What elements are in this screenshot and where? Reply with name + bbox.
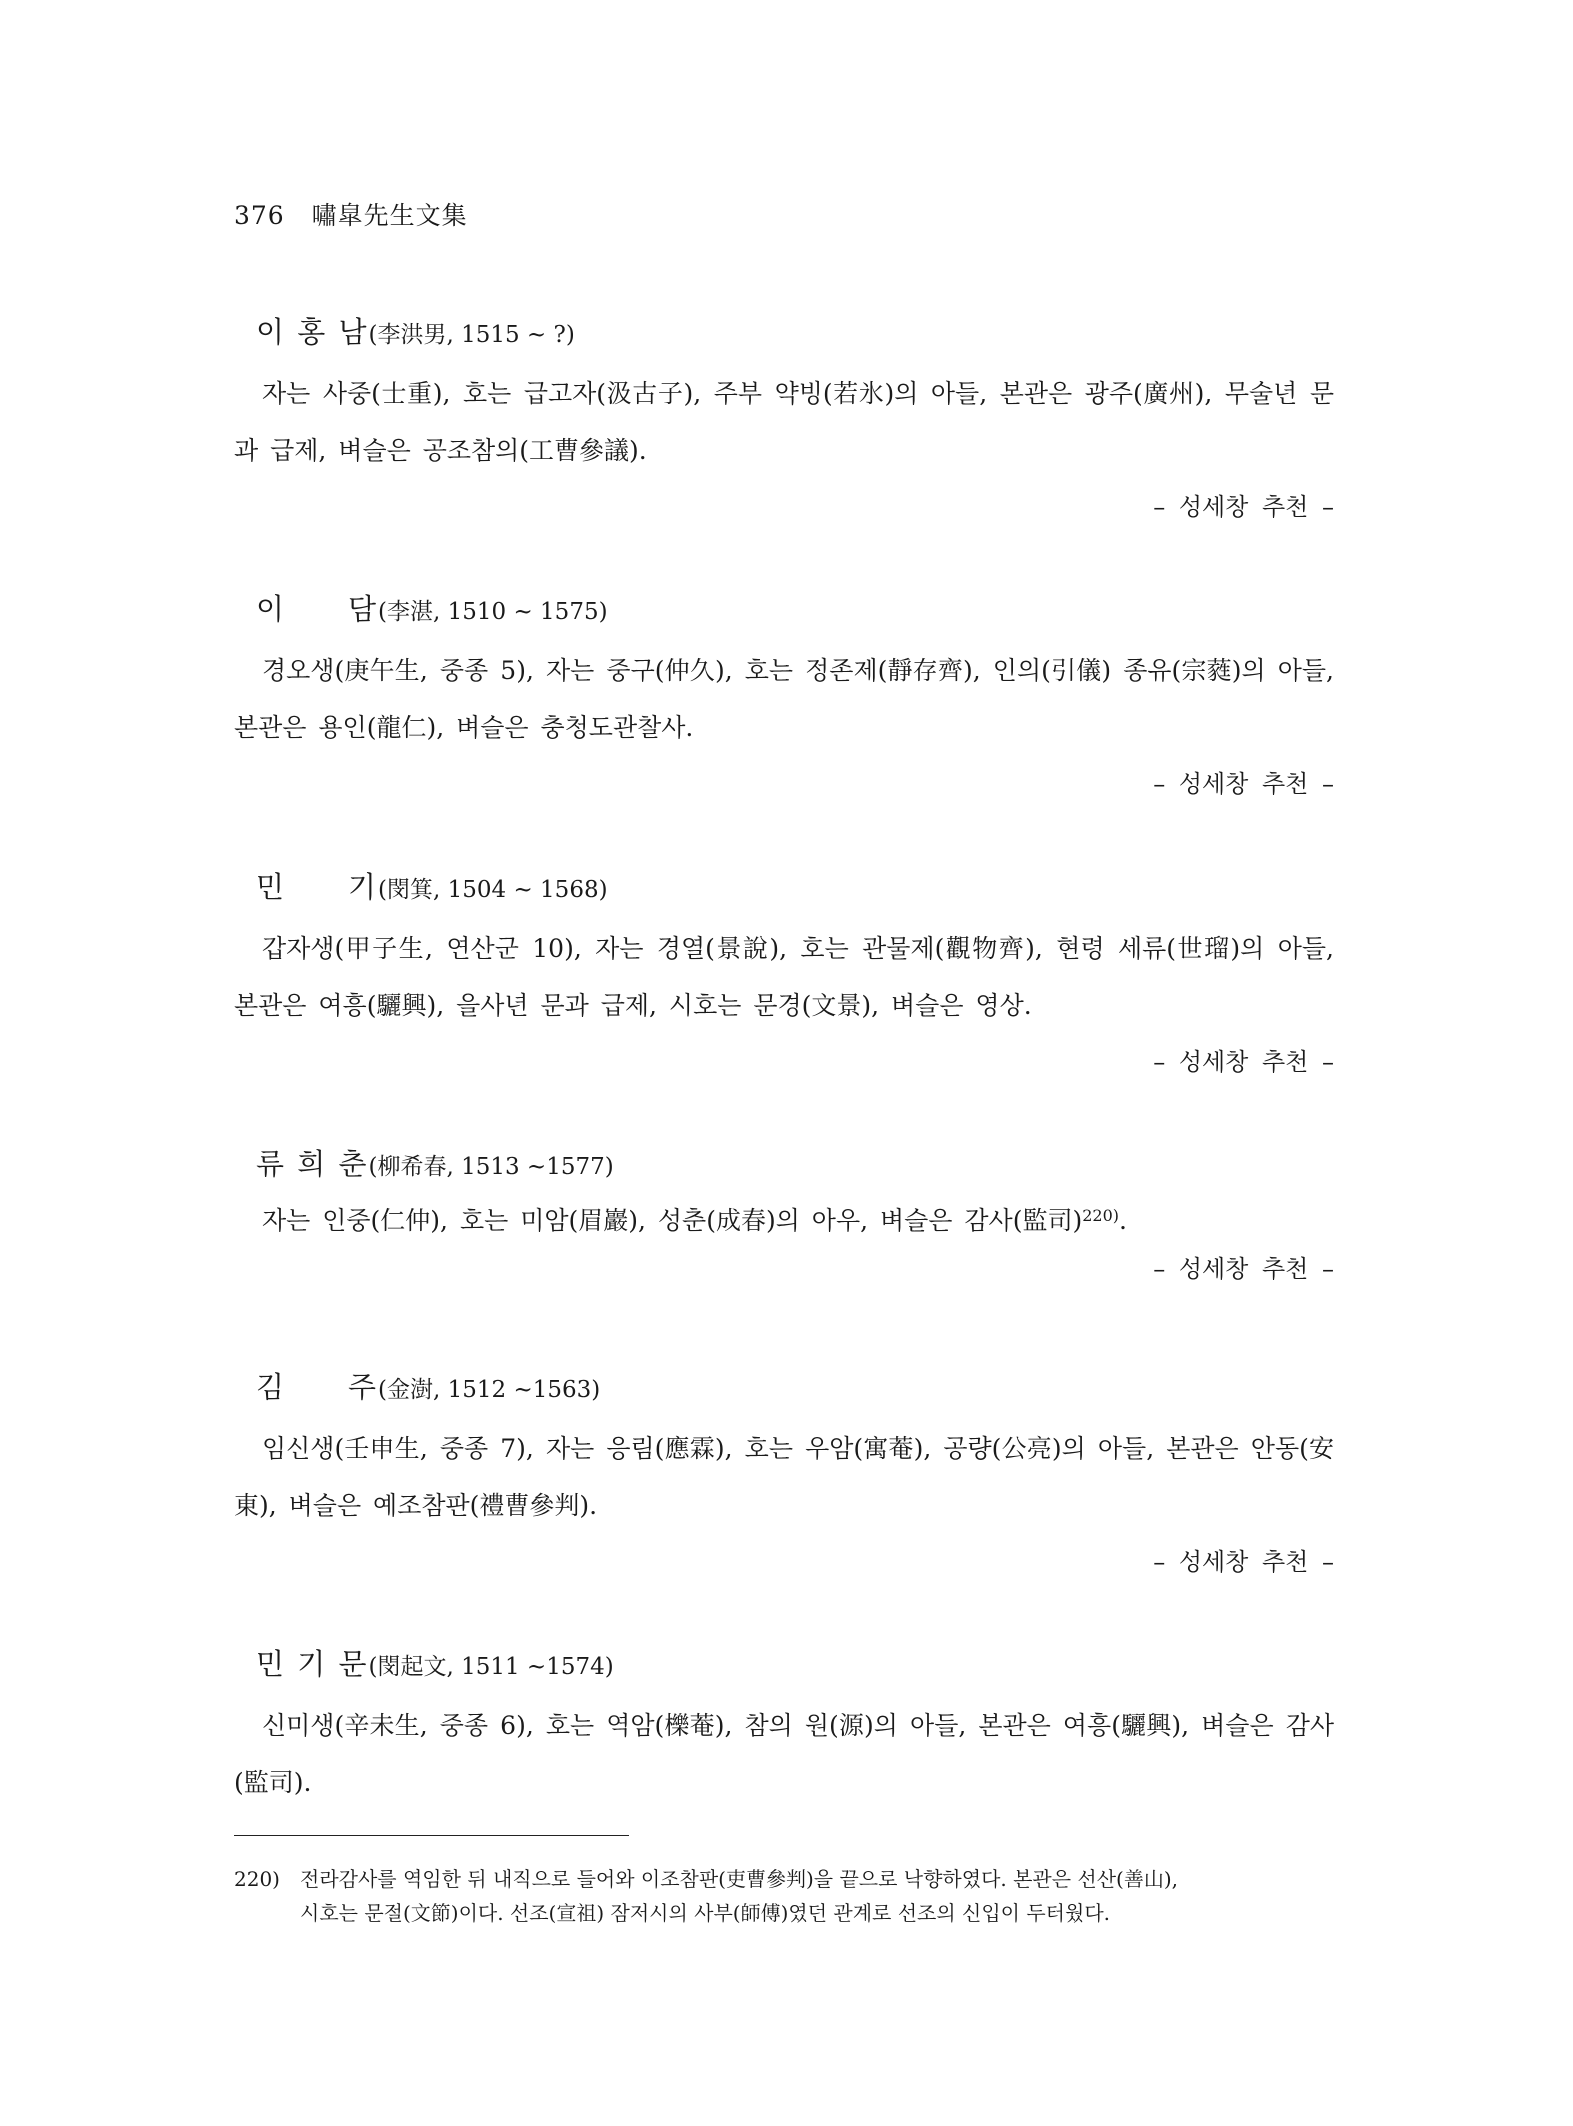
- footnote-text: 전라감사를 역임한 뒤 내직으로 들어와 이조참판(吏曹參判)을 끝으로 낙향하였다. 본관은 선산(善山),: [300, 1867, 1179, 1891]
- entry-body: 신미생(辛未生, 중종 6), 호는 역암(櫟菴), 참의 원(源)의 아들, 본관은 여흥(驪興), 벼슬은 감사(監司).: [234, 1711, 1334, 1797]
- entry-meta: (李洪男, 1515 ~ ?): [368, 322, 575, 348]
- footnote-line: [234, 1862, 1334, 1896]
- running-header: [234, 196, 468, 232]
- biography-entry: [234, 867, 1334, 1082]
- recommendation: – 성세창 추천 –: [1153, 770, 1334, 798]
- biography-entry: [234, 1644, 1334, 1811]
- entry-name: 이 홍 남: [256, 315, 369, 349]
- page-number: 376: [234, 201, 285, 230]
- biography-entry: [234, 312, 1334, 527]
- recommendation: – 성세창 추천 –: [1153, 1548, 1334, 1576]
- entry-body-end: .: [1118, 1206, 1127, 1235]
- entry-name: 김 주: [256, 1370, 379, 1404]
- footnote: [234, 1862, 1334, 1930]
- entry-name: 이 담: [256, 592, 379, 626]
- entry-body: 임신생(壬申生, 중종 7), 자는 응림(應霖), 호는 우암(寓菴), 공량(公亮)의 아들, 본관은 안동(安東), 벼슬은 예조참판(禮曹參判).: [234, 1434, 1334, 1520]
- biography-entry: [234, 1367, 1334, 1582]
- entry-meta: (金澍, 1512 ~1563): [378, 1377, 601, 1403]
- footnote-line: 시호는 문절(文節)이다. 선조(宣祖) 잠저시의 사부(師傅)였던 관계로 선조의 신입이 두터웠다.: [300, 1901, 1110, 1925]
- footnote-divider: [234, 1835, 629, 1836]
- biography-entry: [234, 1144, 1334, 1289]
- entry-meta: (閔箕, 1504 ~ 1568): [378, 877, 608, 903]
- entry-meta: (柳希春, 1513 ~1577): [368, 1154, 614, 1180]
- recommendation: – 성세창 추천 –: [1153, 1255, 1334, 1283]
- entry-meta: (李湛, 1510 ~ 1575): [378, 599, 608, 625]
- recommendation: – 성세창 추천 –: [1153, 1048, 1334, 1076]
- biography-entry: [234, 589, 1334, 804]
- entry-body: 갑자생(甲子生, 연산군 10), 자는 경열(景說), 호는 관물제(觀物齊), 현령 세류(世瑠)의 아들, 본관은 여흥(驪興), 을사년 문과 급제, 시호는 문경(文景), 벼슬은 영상.: [234, 934, 1334, 1020]
- footnote-mark: 220): [234, 1867, 280, 1891]
- entry-heading: [256, 1644, 1334, 1687]
- recommendation: – 성세창 추천 –: [1153, 493, 1334, 521]
- entry-meta: (閔起文, 1511 ~1574): [368, 1654, 614, 1680]
- entry-heading: [256, 312, 1334, 355]
- entry-name: 류 희 춘: [256, 1147, 369, 1181]
- entry-body-text: 자는 인중(仁仲), 호는 미암(眉巖), 성춘(成春)의 아우, 벼슬은 감사(監司): [262, 1206, 1083, 1235]
- entry-heading: [256, 1367, 1334, 1410]
- book-title: 嘯皐先生文集: [311, 201, 468, 230]
- entry-heading: [256, 1144, 1334, 1187]
- entry-body: 경오생(庚午生, 중종 5), 자는 중구(仲久), 호는 정존제(靜存齊), 인의(引儀) 종유(宗蕤)의 아들, 본관은 용인(龍仁), 벼슬은 충청도관찰사.: [234, 656, 1334, 742]
- entry-heading: [256, 589, 1334, 632]
- entry-name: 민 기: [256, 870, 379, 904]
- entry-name: 민 기 문: [256, 1647, 369, 1681]
- entry-body: 자는 사중(士重), 호는 급고자(汲古子), 주부 약빙(若氷)의 아들, 본관은 광주(廣州), 무술년 문과 급제, 벼슬은 공조참의(工曹參議).: [234, 379, 1334, 465]
- entry-body: [234, 1187, 1334, 1249]
- footnote-reference[interactable]: 220): [1082, 1206, 1119, 1225]
- entry-heading: [256, 867, 1334, 910]
